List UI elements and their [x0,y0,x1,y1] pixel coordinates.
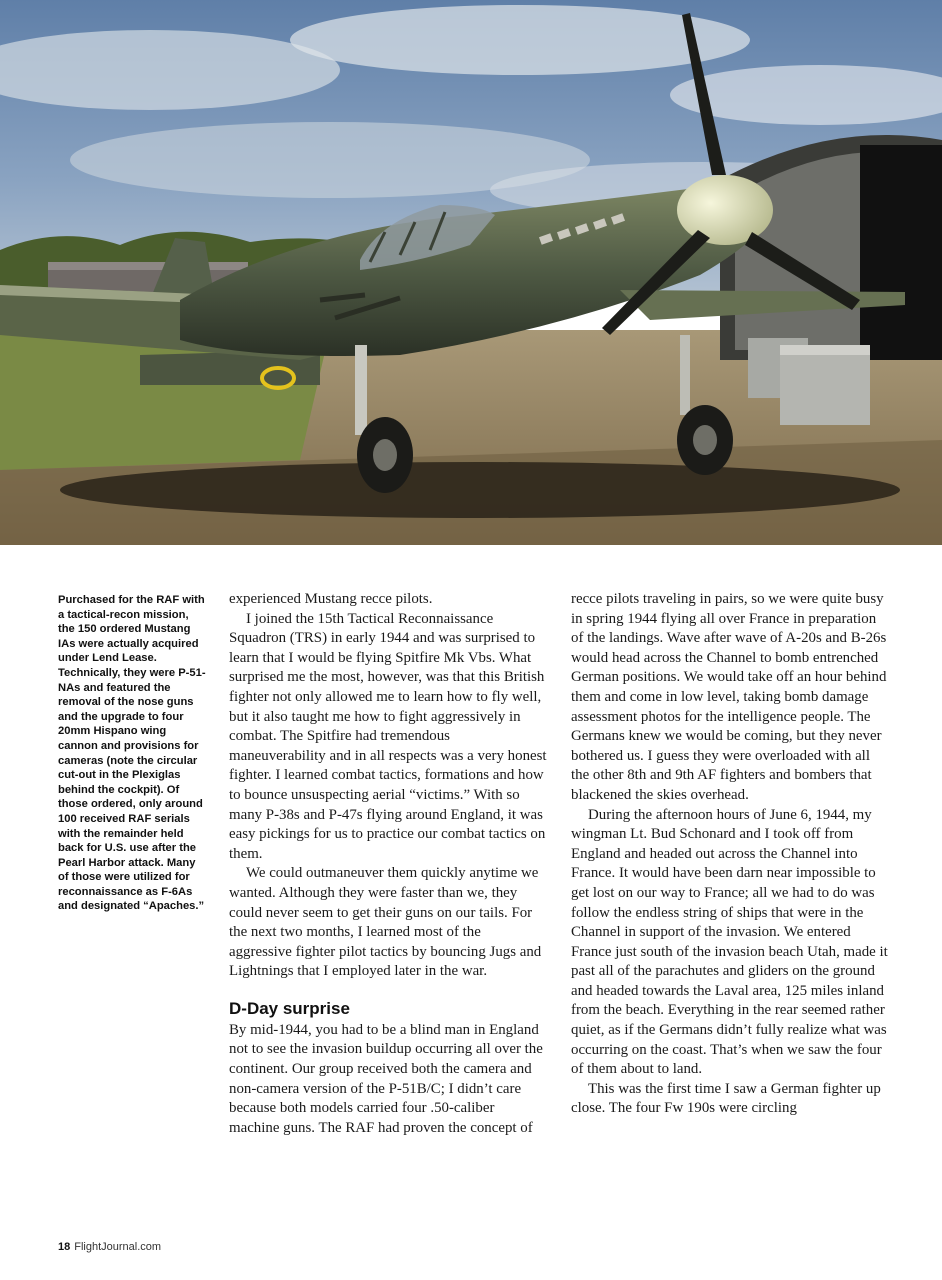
article-column-right [571,590,889,1119]
page-footer [58,1241,161,1253]
site-name: FlightJournal.com [74,1241,162,1253]
paragraph: We could outmaneuver them quickly anytime we wanted. Although they were faster than we, they could never seem to get their guns on our tails. For the next two months, I learned most of the aggressive fighter pilot tactics by bouncing Jugs and Lightnings that I employed later in the war. [229,865,542,980]
section-heading: D-Day surprise [229,998,350,1018]
paragraph: I joined the 15th Tactical Reconnaissance Squadron (TRS) in early 1944 and was surprised to learn that I would be flying Spitfire Mk Vbs. What surprised me the most, however, was that this British fighter not only allowed me to learn how to fly well, but it also taught me how to fight aggressively in combat. The Spitfire had tremendous maneuverability and in all respects was a very honest fighter. I learned combat tactics, formations and how to bounce unsuspecting aerial “victims.” With so many P-38s and P-47s flying around England, it was easy pickings for us to practice our combat tactics on them. [229,610,547,862]
paragraph: recce pilots traveling in pairs, so we were quite busy in spring 1944 flying all over France in preparation of the landings. Wave after wave of A-20s and B-26s would head across the Channel to bomb entrenched German positions. We would take off an hour behind them and come in low level, taking bomb damage assessment photos for the intelligence people. The Germans knew we would be coming, but they never bothered us. I guess they were overloaded with all the other 8th and 9th AF fighters and bombers that blackened the skies overhead. [571,591,887,803]
paragraph: experienced Mustang recce pilots. [229,591,433,607]
article-column-middle [229,590,547,1138]
aircraft-photo [0,0,942,545]
paragraph: By mid-1944, you had to be a blind man in England not to see the invasion buildup occurring all over the continent. Our group received both the camera and non-camera version of the P-51B/C; I didn’t care because both models carried four .50-caliber machine guns. The RAF had proven the concept of [229,1021,543,1136]
paragraph: During the afternoon hours of June 6, 1944, my wingman Lt. Bud Schonard and I took off from England and headed out across the Channel into France. It would have been darn near impossible to get lost on our way to France; all we had to do was follow the endless string of ships that were in the Channel in support of the invasion. We entered France just south of the invasion beach Utah, made it past all of the parachutes and gliders on the ground and headed towards the Laval area, 125 miles inland from the beach. Everything in the rear seemed rather quiet, as if the Germans didn’t fully realize what was occurring on the coast. That’s when we saw the four of them about to land. [571,806,888,1078]
paragraph: This was the first time I saw a German fighter up close. The four Fw 190s were circling [571,1080,881,1117]
page-number: 18 [58,1241,71,1253]
photo-caption: Purchased for the RAF with a tactical-recon mission, the 150 ordered Mustang IAs were actually acquired under Lend Lease. Technically, they were P-51-NAs and featured the removal of the nose guns and the upgrade to four 20mm Hispano wing cannon and provisions for cameras (note the circular cut-out in the Plexiglas behind the cockpit). Of those ordered, only around 100 received RAF serials with the remainder held back for U.S. use after the Pearl Harbor attack. Many of those were utilized for reconnaissance as F-6As and designated “Apaches.” [58,594,206,913]
